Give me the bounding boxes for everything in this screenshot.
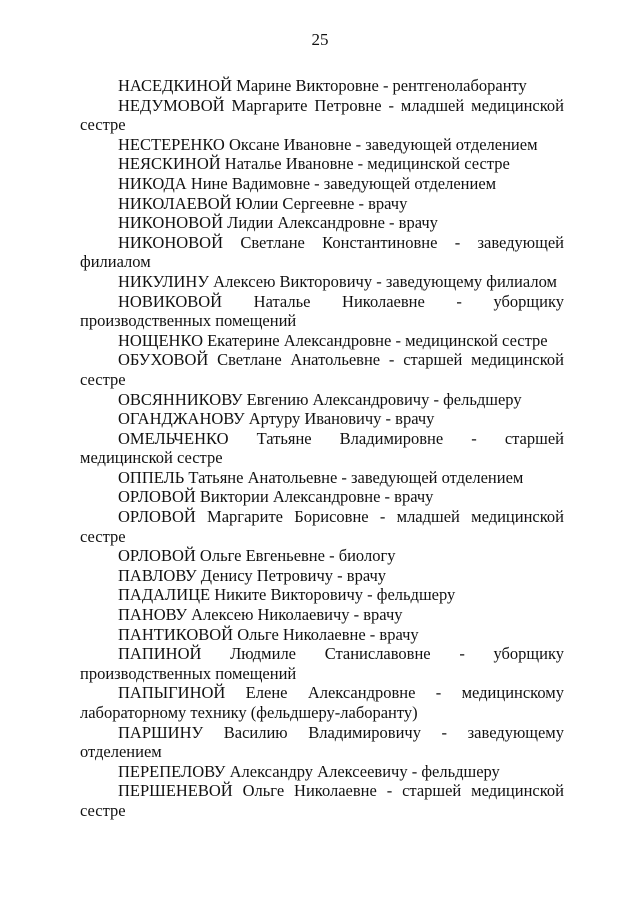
list-entry: ОРЛОВОЙ Виктории Александровне - врачу <box>118 487 434 507</box>
list-entry: ПАВЛОВУ Денису Петровичу - врачу <box>118 565 387 585</box>
list-entry: ПАРШИНУ Василию Владимировичу - заведующему отделением <box>80 722 564 762</box>
list-entry: НЕЯСКИНОЙ Наталье Ивановне - медицинской сестре <box>118 154 510 174</box>
list-entry: НЕДУМОВОЙ Маргарите Петровне - младшей медицинской сестре <box>80 95 564 135</box>
list-entry: ПАПЫГИНОЙ Елене Александровне - медицинскому лабораторному технику (фельдшеру-лаборанту) <box>80 683 564 722</box>
list-entry: ОРЛОВОЙ Ольге Евгеньевне - биологу <box>118 546 396 566</box>
list-entry: ПАДАЛИЦЕ Никите Викторовичу - фельдшеру <box>118 585 456 605</box>
list-entry: НИКОДА Нине Вадимовне - заведующей отделением <box>118 173 497 193</box>
list-entry: ПАПИНОЙ Людмиле Станиславовне - уборщику производственных помещений <box>80 644 564 683</box>
list-entry: ПЕРШЕНЕВОЙ Ольге Николаевне - старшей медицинской сестре <box>80 781 564 820</box>
list-entry: ОМЕЛЬЧЕНКО Татьяне Владимировне - старшей медицинской сестре <box>80 428 564 468</box>
award-list <box>80 76 564 821</box>
list-entry: ПЕРЕПЕЛОВУ Александру Алексеевичу - фельдшеру <box>118 761 500 781</box>
list-entry: НИКОЛАЕВОЙ Юлии Сергеевне - врачу <box>118 193 408 213</box>
list-entry: ОГАНДЖАНОВУ Артуру Ивановичу - врачу <box>118 409 435 429</box>
list-entry: ОППЕЛЬ Татьяне Анатольевне - заведующей отделением <box>118 467 524 487</box>
list-entry: НИКУЛИНУ Алексею Викторовичу - заведующему филиалом <box>118 271 557 291</box>
list-entry: НИКОНОВОЙ Лидии Александровне - врачу <box>118 213 438 233</box>
list-entry: НОЩЕНКО Екатерине Александровне - медицинской сестре <box>118 330 548 350</box>
list-entry: ПАНТИКОВОЙ Ольге Николаевне - врачу <box>118 624 419 644</box>
list-entry: НАСЕДКИНОЙ Марине Викторовне - рентгенолаборанту <box>118 76 527 95</box>
list-entry: НИКОНОВОЙ Светлане Константиновне - заведующей филиалом <box>80 232 564 272</box>
list-entry: НОВИКОВОЙ Наталье Николаевне - уборщику производственных помещений <box>80 291 564 331</box>
list-entry: ОРЛОВОЙ Маргарите Борисовне - младшей медицинской сестре <box>80 507 564 546</box>
list-entry: НЕСТЕРЕНКО Оксане Ивановне - заведующей отделением <box>118 134 538 154</box>
list-entry: ОБУХОВОЙ Светлане Анатольевне - старшей медицинской сестре <box>80 350 564 389</box>
page-number: 25 <box>311 30 329 49</box>
list-entry: ПАНОВУ Алексею Николаевичу - врачу <box>118 605 403 625</box>
list-entry: ОВСЯННИКОВУ Евгению Александровичу - фельдшеру <box>118 389 522 409</box>
